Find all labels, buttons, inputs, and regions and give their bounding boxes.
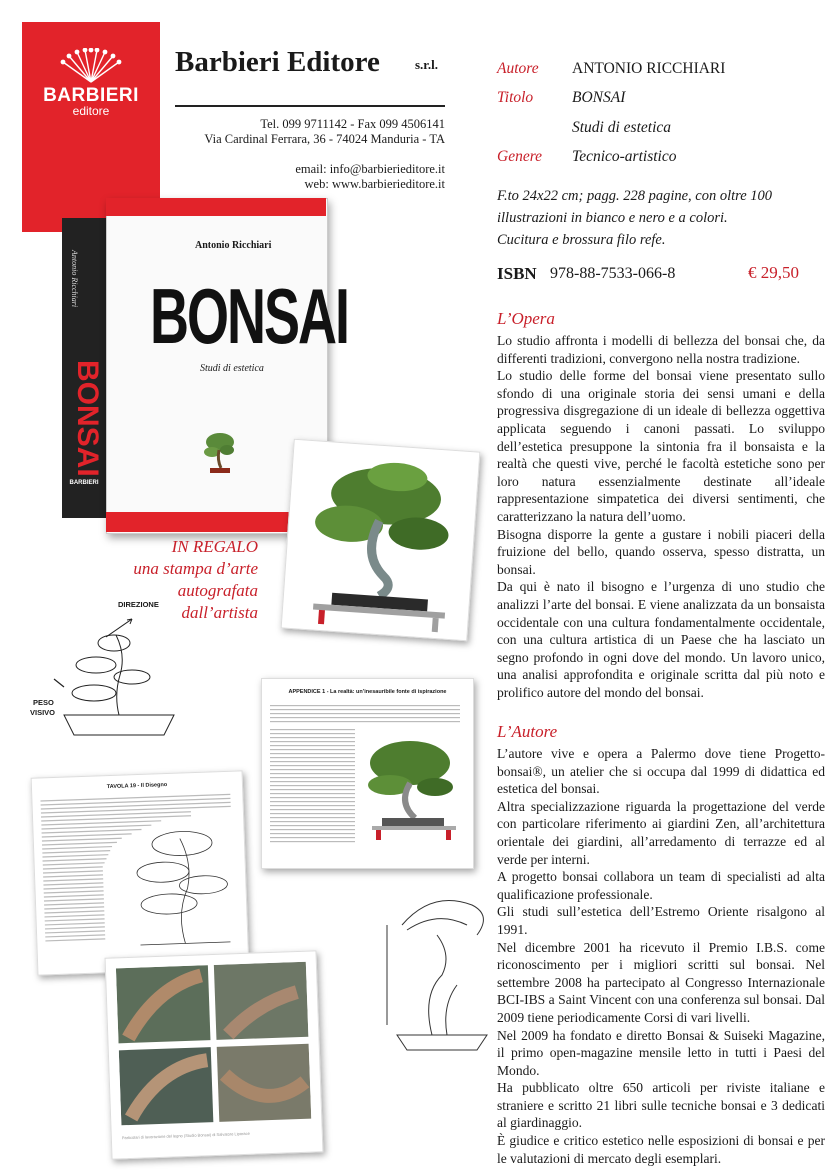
opera-paragraph: Lo studio delle forme del bonsai viene presentato sullo sfondo di una originale storia dei sensi umani e della progressiva disgregazione di un ideale di bellezza oggettiva applicata seguendo i canoni passati. Lo sviluppo dell’estetica presuppone la sintonia fra il bonsaista e la realtà che questi vive, perché le facoltà estetiche sono per loro natura essenzialmente destinate all’ideale rappresentazione simpatetica dei diversi sentimenti, che caratterizzano la natura dell’uomo.	[497, 368, 825, 524]
meta-subtitle-value: Studi di estetica	[572, 119, 672, 136]
appendice-page-title: APPENDICE 1 - La realtà: un’inesauribile fonte di ispirazione	[288, 689, 447, 695]
publisher-logo-name: BARBIERI	[43, 85, 139, 106]
meta-author-label: Autore	[497, 60, 539, 77]
meta-author-value: ANTONIO RICCHIARI	[572, 60, 726, 77]
gift-line-1: IN REGALO	[171, 537, 258, 556]
autore-paragraph: È giudice e critico estetico nelle esposizioni di bonsai e per le valutazioni di mercato degli esemplari.	[497, 1133, 825, 1166]
publisher-suffix: s.r.l.	[415, 57, 438, 72]
publisher-divider	[175, 105, 445, 107]
autore-paragraph: L’autore vive e opera a Palermo dove tiene Progetto-bonsai®, un atelier che si occupa dal 1999 di didattica ed estetica del bonsai.	[497, 746, 825, 797]
autore-paragraph: Nel dicembre 2001 ha ricevuto il Premio I.B.S. come riconoscimento per i migliori scritti sul bonsai. Nel settembre 2008 ha partecipato al Congresso Internazionale BCI-IBS a Saint Vincent con una conferenza sul bonsai. Dal 2009 tiene periodicamente Corsi di vari livelli.	[497, 939, 825, 1025]
book-cover-top-stripe	[106, 198, 326, 216]
publisher-name: Barbieri Editore	[175, 46, 380, 78]
book-cover-author: Antonio Ricchiari	[195, 240, 272, 251]
isbn-label: ISBN	[497, 264, 537, 283]
tavola-page-content-icon	[40, 792, 241, 969]
book-cover-subtitle: Studi di estetica	[200, 363, 264, 374]
autore-paragraph: A progetto bonsai collabora un team di specialisti ad alta qualificazione professionale.	[497, 869, 825, 902]
art-print-image	[281, 439, 481, 642]
publisher-phone: Tel. 099 9711142 - Fax 099 4506141	[260, 117, 445, 131]
meta-title-value: BONSAI	[572, 89, 626, 106]
meta-genre-value: Tecnico-artistico	[572, 148, 677, 165]
opera-body	[497, 332, 825, 701]
appendice-page-image	[261, 678, 474, 869]
meta-genre-label: Genere	[497, 148, 543, 165]
book-cover-bonsai-icon	[202, 428, 238, 476]
autore-paragraph: Ha pubblicato oltre 650 articoli per riviste italiane e straniere e scritto 21 libri sulle tecniche bonsai e 3 dedicati al giardinaggio.	[497, 1080, 825, 1131]
gift-line-4: dall’artista	[181, 603, 258, 622]
opera-paragraph: Bisogna disporre la gente a gustare i nobili piaceri della fruizione del bello, quando osserva, spesso distratta, un bonsai.	[497, 526, 825, 577]
gift-line-2: una stampa d’arte	[133, 559, 258, 578]
opera-paragraph: Da qui è nato il bisogno e l’urgenza di uno studio che analizzi l’arte del bonsai. E viene analizzata da un bonsaista occidentale con una cultura fondamentalmente occidentale, con una cultura artistica di un Paese che ha lasciato un segno profondo in ogni dove del mondo. Un lavoro unico, una analisi approfondita e originale scritta dal più noto e prolifico autore del mondo del bonsai.	[497, 579, 825, 700]
autore-paragraph: Nel 2009 ha fondato e diretto Bonsai & Suiseki Magazine, il primo open-magazine mensile letto in tutti i Paesi del Mondo.	[497, 1027, 825, 1078]
diagram-peso-label: PESO	[33, 698, 54, 707]
meta-format-line-3: Cucitura e brossura filo refe.	[497, 232, 666, 248]
book-cover-title: BONSAI	[150, 273, 349, 361]
opera-paragraph: Lo studio affronta i modelli di bellezza del bonsai che, da differenti tradizioni, convergono nella nostra tradizione.	[497, 333, 825, 366]
meta-format-line-1: F.to 24x22 cm; pagg. 228 pagine, con oltre 100	[497, 188, 773, 204]
price: € 29,50	[748, 263, 799, 282]
autore-paragraph: Gli studi sull’estetica dell’Estremo Oriente risalgono al 1991.	[497, 904, 825, 937]
publisher-web[interactable]: web: www.barbierieditore.it	[304, 177, 445, 191]
tavola-page-title: TAVOLA 19 - Il Disegno	[106, 782, 168, 791]
diagram-direzione-label: DIREZIONE	[118, 600, 159, 609]
appendice-page-content-icon	[270, 703, 465, 858]
meta-format-line-2: illustrazioni in bianco e nero e a colori.	[497, 210, 728, 226]
publisher-logo-sub: editore	[72, 104, 110, 118]
publisher-address: Via Cardinal Ferrara, 36 - 74024 Manduria - TA	[204, 132, 445, 146]
book-spine-title: BONSAI	[71, 360, 104, 477]
bonsai-sketch-icon	[382, 885, 502, 1055]
tavola-page-image	[31, 770, 250, 975]
book-spine-author: Antonio Ricchiari	[70, 250, 79, 308]
autore-heading: L’Autore	[497, 722, 558, 741]
autore-paragraph: Altra specializzazione riguarda la progettazione del verde con particolare riferimento ai giardini Zen, all’architettura orientale dei giardini, all’arredamento di terrazze ed al verde per interni.	[497, 798, 825, 867]
gift-line-3: autografata	[177, 581, 258, 600]
photos-page-image	[105, 950, 324, 1159]
autore-body	[497, 745, 825, 1167]
book-spine-logo: BARBIERI	[69, 480, 99, 486]
isbn-value: 978-88-7533-066-8	[550, 265, 676, 282]
opera-heading: L’Opera	[497, 309, 555, 328]
meta-title-label: Titolo	[497, 89, 534, 106]
wood-photos-icon	[116, 962, 311, 1129]
bonsai-art-print-icon	[282, 440, 480, 640]
photos-page-caption: Particolari di lavorazione del legno (Studio Bonsai) di Salvatore Liporace	[121, 1130, 250, 1141]
diagram-visivo-label: VISIVO	[30, 708, 56, 717]
publisher-logo-fan-icon	[55, 48, 127, 84]
publisher-email[interactable]: email: info@barbierieditore.it	[295, 162, 445, 176]
diagram-direzione-icon	[24, 595, 224, 755]
